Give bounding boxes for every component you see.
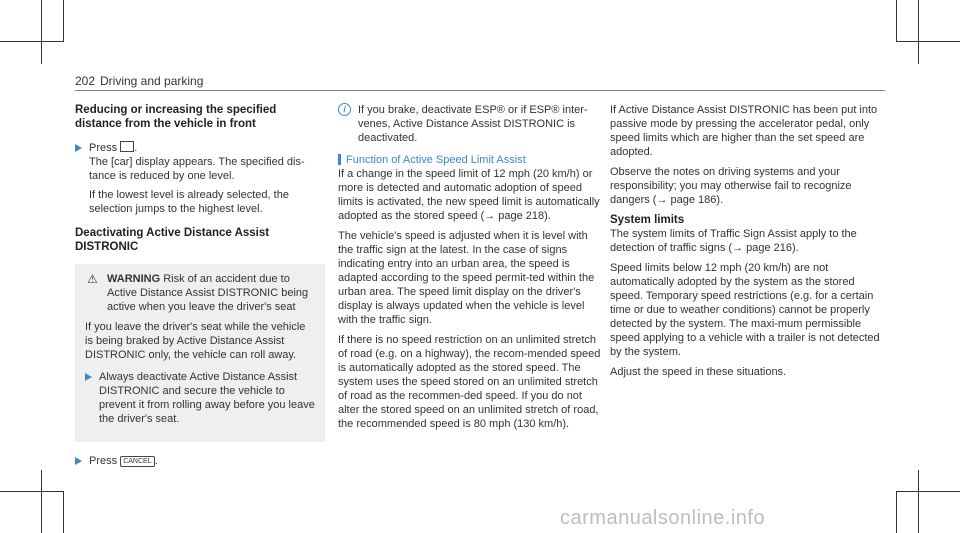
crop-mark (918, 470, 919, 533)
crop-mark (63, 491, 64, 533)
crop-mark (41, 0, 42, 64)
crop-mark (896, 491, 960, 492)
step-item (75, 141, 325, 216)
paragraph: Observe the notes on driving systems and your responsibility; you may otherwise fail to recognize dangers (→ page 186). (610, 166, 852, 206)
warning-triangle-icon: ⚠ (87, 272, 98, 286)
section-heading: Reducing or increasing the specified distance from the vehicle in front (75, 104, 277, 130)
section-heading: System limits (610, 214, 685, 226)
crop-mark (63, 0, 64, 42)
warning-text: Risk of an accident due to Active Distance Assist DISTRONIC being active when you leave the driver's seat (107, 273, 309, 313)
column-right (610, 103, 880, 385)
paragraph: If Active Distance Assist DISTRONIC has been put into passive mode by pressing the accelerator pedal, only speed limits which are higher than the set speed are adopted. (610, 104, 878, 158)
subheading: Function of Active Speed Limit Assist (338, 153, 604, 167)
paragraph: If a change in the speed limit of 12 mph (20 km/h) or more is detected and automatic adoption of speed limits is activated, the new speed limit is automatically adopted as the stored speed (→ page 218). (338, 168, 600, 222)
paragraph: Speed limits below 12 mph (20 km/h) are not automatically adopted by the system as the stored speed. Temporary speed restrictions (e.g. for a certain time or due to weather conditions) cannot be properly detected by the system. The maxi-mum permissible speed applying to a vehicle with a trailer is not detected by the system. (610, 262, 880, 358)
paragraph: The vehicle's speed is adjusted when it is level with the traffic sign at the latest. In the case of signs indicating entry into an urban area, the speed is adapted according to the speed permit-ted within the urban area. The speed limit display on the driver's display is always updated when the vehicle is level with the traffic sign. (338, 230, 595, 326)
warning-step (85, 370, 315, 426)
crop-mark (0, 491, 64, 492)
step-arrow-icon (85, 373, 92, 381)
paragraph: Adjust the speed in these situations. (610, 366, 787, 378)
step-text: If the lowest level is already selected, the selection jumps to the highest level. (89, 189, 289, 215)
step-text: . (134, 142, 138, 154)
column-middle (338, 103, 604, 437)
crop-mark (918, 0, 919, 64)
paragraph: The system limits of Traffic Sign Assist apply to the detection of traffic signs (→ page 216). (610, 228, 857, 254)
cancel-key-icon: CANCEL (120, 456, 154, 467)
column-left (75, 103, 325, 474)
crop-mark (0, 41, 64, 42)
step-text: Always deactivate Active Distance Assist DISTRONIC and secure the vehicle to prevent it from rolling away before you leave the driver's seat. (99, 371, 315, 425)
step-arrow-icon (75, 457, 82, 465)
crop-mark (896, 41, 960, 42)
header-rule (75, 90, 885, 91)
warning-header (85, 272, 315, 314)
step-text: Press (89, 455, 118, 467)
info-note (338, 103, 604, 145)
step-text: Press (89, 142, 118, 154)
watermark: carmanualsonline.info (560, 507, 766, 529)
warning-title: WARNING (107, 273, 161, 285)
step-item (75, 454, 325, 468)
crop-mark (896, 0, 897, 42)
distance-button-icon (120, 141, 134, 152)
paragraph: If there is no speed restriction on an unlimited stretch of road (e.g. on a highway), the recom-mended speed is automatically adopted as the stored speed. The system uses the speed stored on an unlimited stretch of road as the recommen-ded speed. If you do not alter the stored speed on an unlimited stretch of road, the recommended speed is 80 mph (130 km/h). (338, 334, 601, 430)
step-text: . (154, 455, 158, 467)
step-text: The [car] display appears. The specified dis-tance is reduced by one level. (89, 156, 305, 182)
info-text: If you brake, deactivate ESP® or if ESP® inter-venes, Active Distance Assist DISTRONIC is deactivated. (358, 104, 588, 144)
crop-mark (896, 491, 897, 533)
page-number: 202 (75, 74, 96, 88)
section-heading: Deactivating Active Distance Assist DISTRONIC (75, 227, 270, 253)
info-icon: i (338, 103, 351, 116)
step-arrow-icon (75, 144, 82, 152)
warning-box (75, 264, 325, 442)
warning-paragraph: If you leave the driver's seat while the vehicle is being braked by Active Distance Assist DISTRONIC only, the vehicle can roll away. (85, 321, 306, 361)
crop-mark (41, 470, 42, 533)
section-title: Driving and parking (100, 74, 204, 88)
